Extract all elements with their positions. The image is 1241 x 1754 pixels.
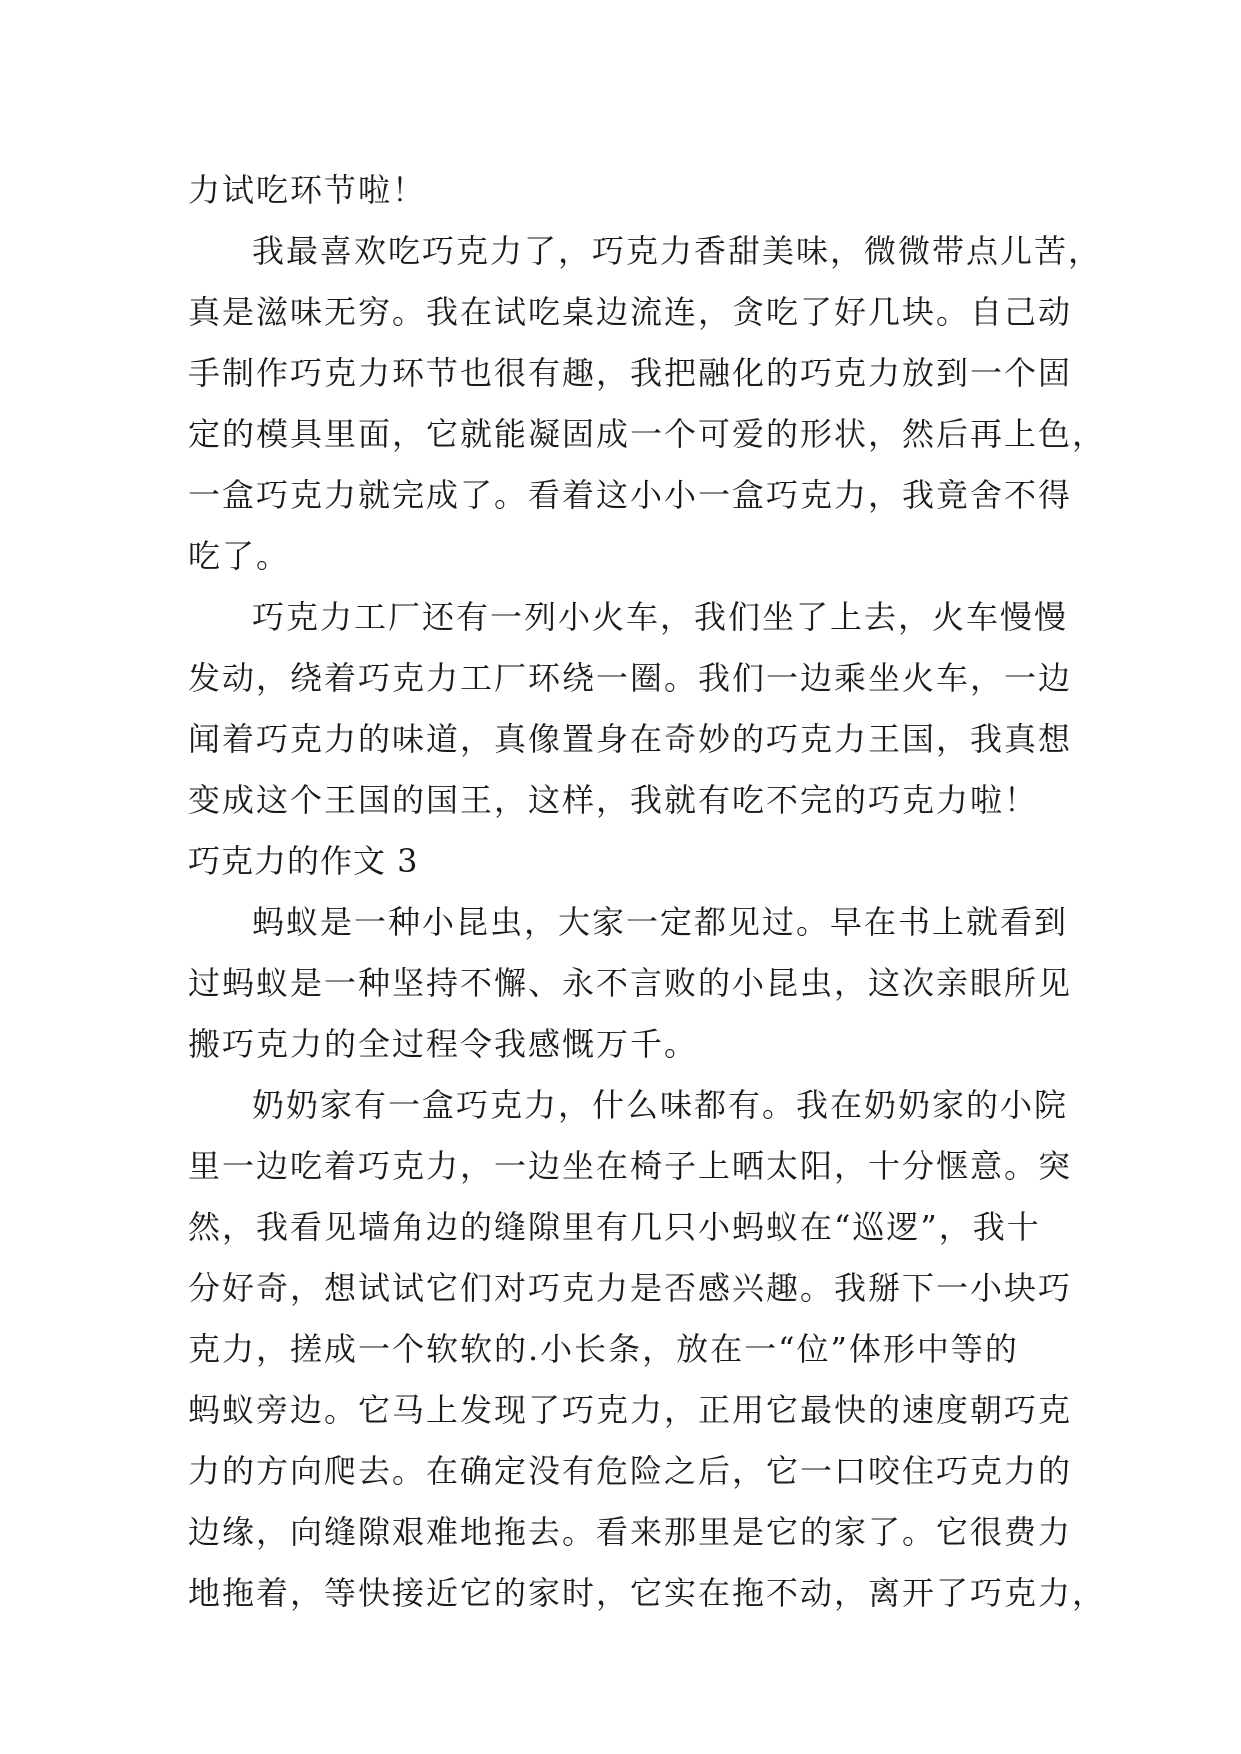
text-line: 分好奇，想试试它们对巧克力是否感兴趣。我掰下一小块巧	[188, 1269, 1073, 1307]
text-line: 闻着巧克力的味道，真像置身在奇妙的巧克力王国，我真想	[188, 720, 1073, 758]
text-line: 定的模具里面，它就能凝固成一个可爱的形状，然后再上色，	[188, 415, 1107, 453]
text-line: 一盒巧克力就完成了。看着这小小一盒巧克力，我竟舍不得	[188, 476, 1073, 514]
section-heading: 巧克力的作文 3	[188, 842, 419, 880]
text-line: 然，我看见墙角边的缝隙里有几只小蚂蚁在“巡逻”，我十	[188, 1208, 1041, 1246]
text-line: 真是滋味无穷。我在试吃桌边流连，贪吃了好几块。自己动	[188, 293, 1073, 331]
text-line: 克力，搓成一个软软的.小长条，放在一“位”体形中等的	[188, 1330, 1019, 1368]
text-line: 力的方向爬去。在确定没有危险之后，它一口咬住巧克力的	[188, 1452, 1073, 1490]
text-line: 吃了。	[188, 537, 291, 575]
paragraph-start-line: 我最喜欢吃巧克力了，巧克力香甜美味，微微带点儿苦，	[252, 232, 1103, 270]
text-line: 力试吃环节啦！	[188, 171, 427, 209]
text-line: 过蚂蚁是一种坚持不懈、永不言败的小昆虫，这次亲眼所见	[188, 964, 1073, 1002]
paragraph-start-line: 蚂蚁是一种小昆虫，大家一定都见过。早在书上就看到	[252, 903, 1069, 941]
text-line: 边缘，向缝隙艰难地拖去。看来那里是它的家了。它很费力	[188, 1513, 1073, 1551]
paragraph-start-line: 奶奶家有一盒巧克力，什么味都有。我在奶奶家的小院	[252, 1086, 1069, 1124]
text-line: 地拖着，等快接近它的家时，它实在拖不动，离开了巧克力，	[188, 1574, 1107, 1612]
text-line: 手制作巧克力环节也很有趣，我把融化的巧克力放到一个固	[188, 354, 1073, 392]
text-line: 蚂蚁旁边。它马上发现了巧克力，正用它最快的速度朝巧克	[188, 1391, 1073, 1429]
document-page	[188, 160, 1107, 1624]
text-line: 发动，绕着巧克力工厂环绕一圈。我们一边乘坐火车，一边	[188, 659, 1073, 697]
text-line: 变成这个王国的国王，这样，我就有吃不完的巧克力啦！	[188, 781, 1039, 819]
text-line: 搬巧克力的全过程令我感慨万千。	[188, 1025, 699, 1063]
text-line: 里一边吃着巧克力，一边坐在椅子上晒太阳，十分惬意。突	[188, 1147, 1073, 1185]
paragraph-start-line: 巧克力工厂还有一列小火车，我们坐了上去，火车慢慢	[252, 598, 1069, 636]
